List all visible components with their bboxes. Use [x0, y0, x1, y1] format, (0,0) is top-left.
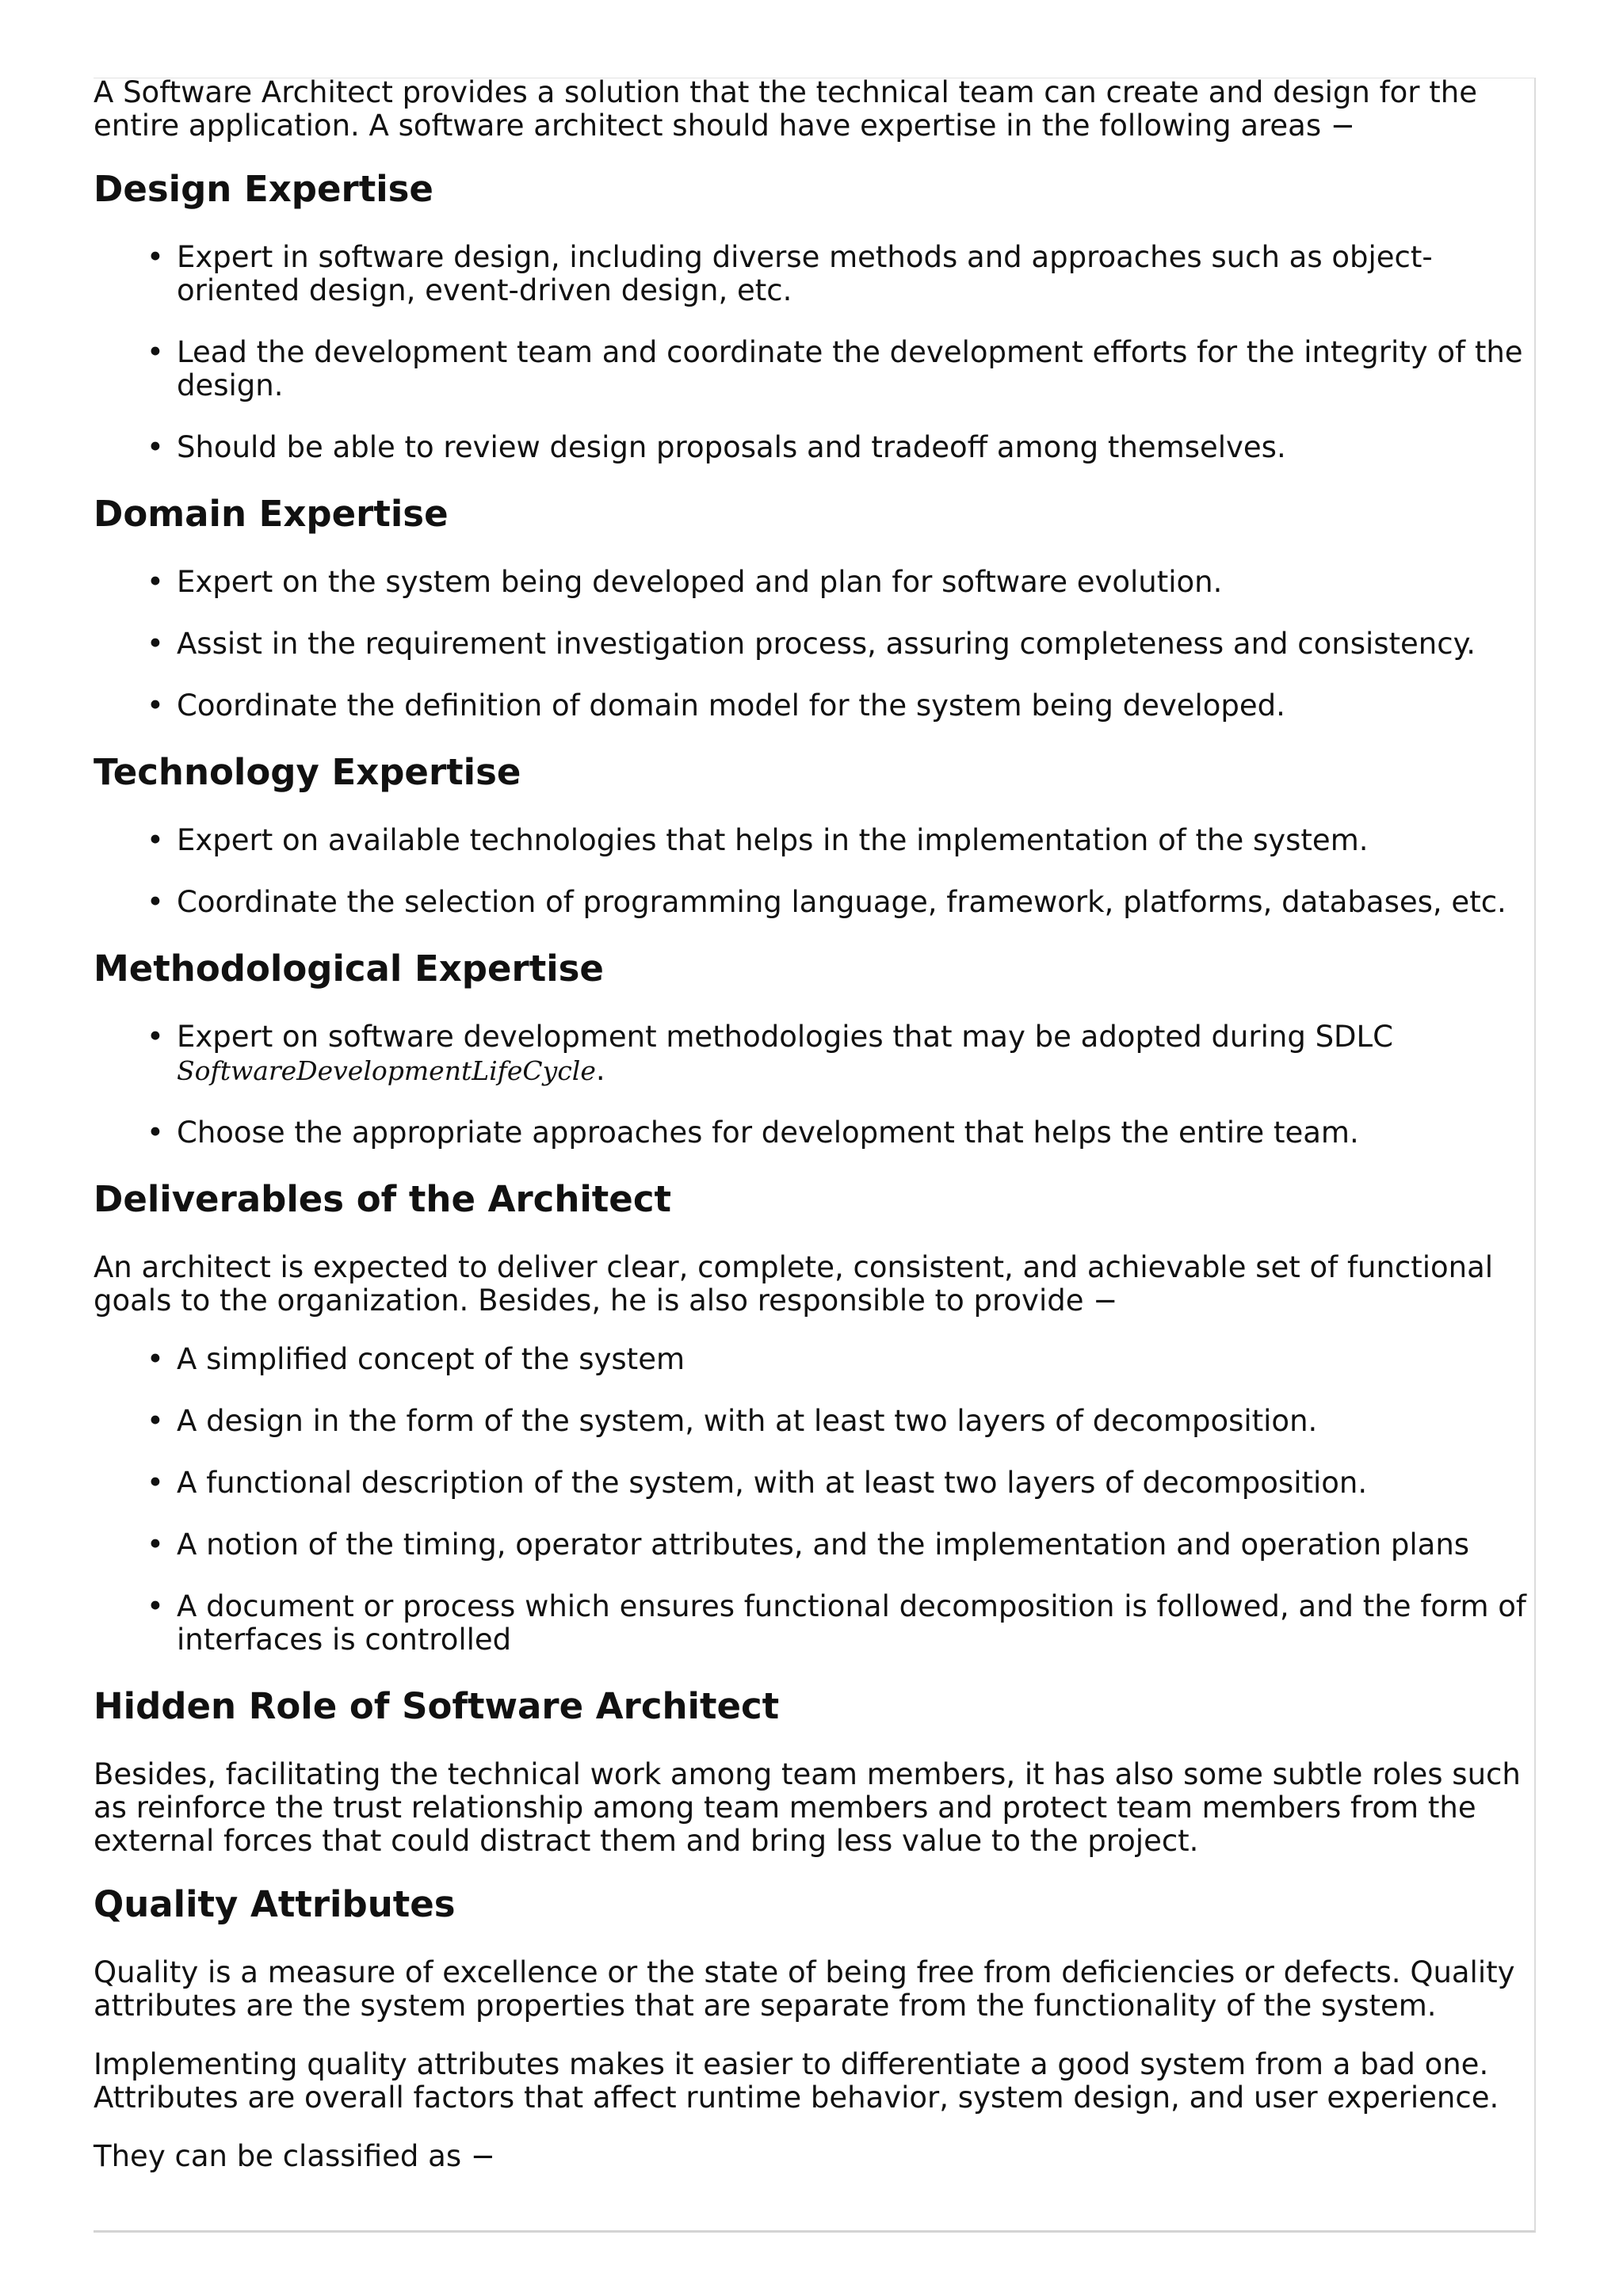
- heading-deliverables: Deliverables of the Architect: [94, 1178, 672, 1220]
- list-item: • A design in the form of the system, with at least two layers of decomposition.: [177, 1405, 1528, 1438]
- list-item: • A simplified concept of the system: [177, 1343, 1528, 1376]
- domain-expertise-list: [94, 566, 1528, 723]
- heading-methodological-expertise: Methodological Expertise: [94, 948, 604, 990]
- list-item: • Expert in software design, including diverse methods and approaches such as object-oriented design, event-driven design, etc.: [177, 241, 1528, 307]
- quality-paragraph-3: They can be classified as −: [94, 2139, 495, 2173]
- list-item: • Expert on the system being developed and plan for software evolution.: [177, 566, 1528, 599]
- document-content: [94, 76, 1528, 2199]
- heading-hidden-role: Hidden Role of Software Architect: [94, 1685, 780, 1727]
- list-item: • A document or process which ensures functional decomposition is followed, and the form of interfaces is controlled: [177, 1590, 1528, 1657]
- heading-technology-expertise: Technology Expertise: [94, 751, 521, 793]
- list-item: • Should be able to review design proposals and tradeoff among themselves.: [177, 431, 1528, 464]
- list-item: • A notion of the timing, operator attributes, and the implementation and operation plans: [177, 1528, 1528, 1562]
- list-item: • Coordinate the selection of programming language, framework, platforms, databases, etc.: [177, 886, 1528, 919]
- list-item: • Expert on available technologies that helps in the implementation of the system.: [177, 824, 1528, 857]
- sdlc-text: Expert on software development methodologies that may be adopted during SDLC: [177, 1020, 1393, 1054]
- heading-quality-attributes: Quality Attributes: [94, 1883, 456, 1925]
- heading-design-expertise: Design Expertise: [94, 168, 433, 210]
- design-expertise-list: [94, 241, 1528, 464]
- quality-paragraph-2: Implementing quality attributes makes it easier to differentiate a good system from a bad one. Attributes are overall factors that affect runtime behavior, system design, and user experience.: [94, 2047, 1499, 2115]
- list-item: • Assist in the requirement investigation process, assuring completeness and consistency.: [177, 627, 1528, 661]
- heading-domain-expertise: Domain Expertise: [94, 493, 449, 535]
- list-item: [177, 1020, 1528, 1088]
- list-item: • A functional description of the system, with at least two layers of decomposition.: [177, 1466, 1528, 1500]
- deliverables-list: [94, 1343, 1528, 1657]
- list-item: • Coordinate the definition of domain model for the system being developed.: [177, 689, 1528, 723]
- quality-paragraph-1: Quality is a measure of excellence or the state of being free from deficiencies or defects. Quality attributes are the system properties that are separate from the functionality of the system.: [94, 1955, 1515, 2023]
- intro-paragraph: A Software Architect provides a solution that the technical team can create and design for the entire application. A software architect should have expertise in the following areas −: [94, 75, 1477, 143]
- technology-expertise-list: [94, 824, 1528, 919]
- hidden-role-paragraph: Besides, facilitating the technical work among team members, it has also some subtle roles such as reinforce the trust relationship among team members and protect team members from the external forces that could distract them and bring less value to the project.: [94, 1757, 1521, 1858]
- deliverables-intro: An architect is expected to deliver clear, complete, consistent, and achievable set of functional goals to the organization. Besides, he is also responsible to provide −: [94, 1250, 1494, 1318]
- list-item: • Choose the appropriate approaches for development that helps the entire team.: [177, 1116, 1528, 1150]
- methodological-expertise-list: [94, 1020, 1528, 1150]
- sdlc-period: .: [595, 1053, 605, 1087]
- list-item: • Lead the development team and coordinate the development efforts for the integrity of the design.: [177, 336, 1528, 402]
- sdlc-expansion: SoftwareDevelopmentLifeCycle: [177, 1055, 596, 1086]
